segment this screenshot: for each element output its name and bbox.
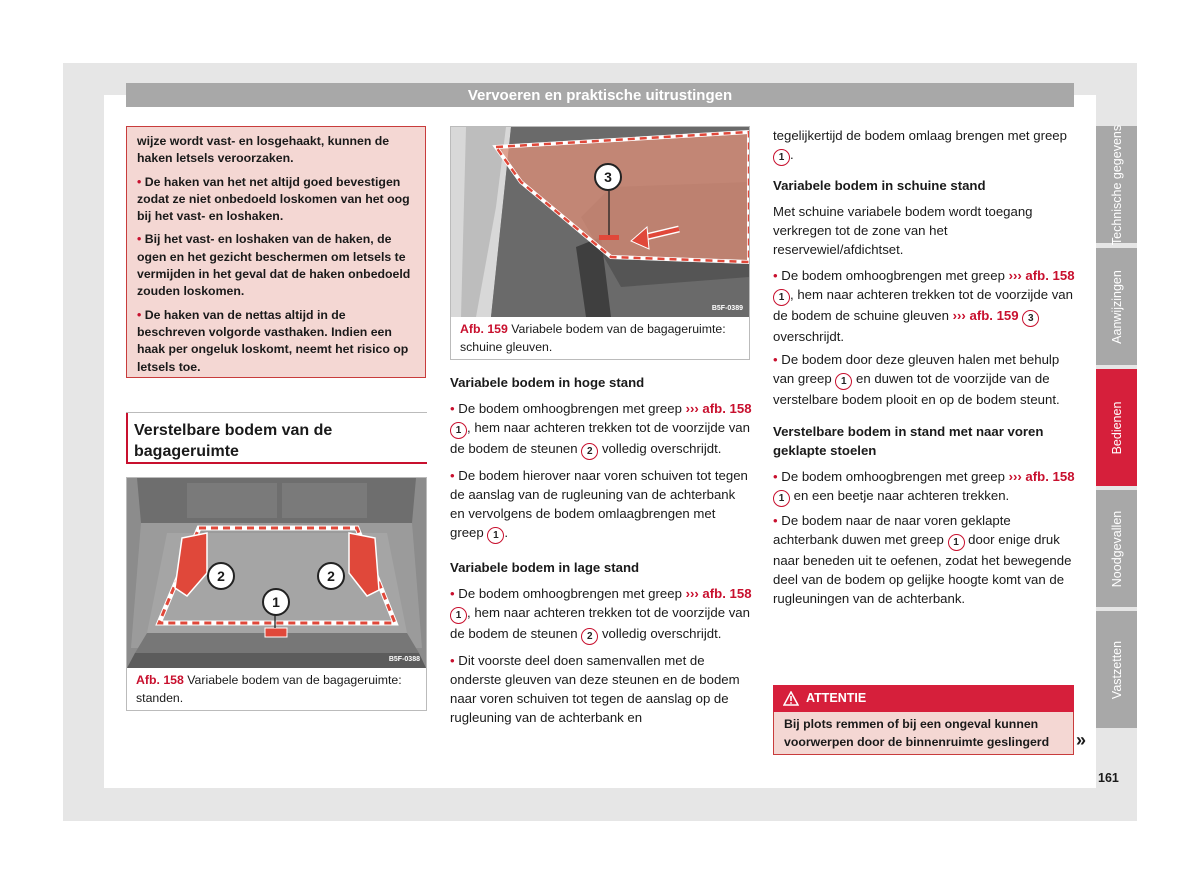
paragraph: tegelijkertijd de bodem omlaag brengen met greep 1 . (773, 126, 1075, 166)
attention-body: Bij plots remmen of bij een ongeval kunnen voorwerpen door de binnenruimte geslingerd (773, 712, 1074, 755)
attention-title: ATTENTIE (806, 691, 867, 705)
callout-1: 1 (262, 588, 290, 616)
callout-3: 3 (594, 163, 622, 191)
bullet-item: • De bodem omhoogbrengen met greep ››› afb. 158 1 , hem naar achteren trekken tot de voorzijde van de bodem de schuine gleuven ››› afb. 159 3 overschrijdt. (773, 268, 1075, 344)
tab-bedienen[interactable]: Bedienen (1096, 369, 1137, 486)
warning-bullet: • De haken van de nettas altijd in de beschreven volgorde vasthaken. Indien een haak per ongeluk loskomt, neemt het risico op letsels toe. (137, 307, 409, 374)
subheading: Variabele bodem in hoge stand (450, 375, 645, 390)
attention-header (773, 685, 1074, 712)
bullet-item: • Dit voorste deel doen samenvallen met de onderste gleuven van deze steunen en de bodem naar voren schuiven tot tegen de aanslag op de rugleuning van de achterbank en (450, 653, 740, 725)
continued-marker: » (1076, 730, 1087, 750)
warning-bullet: • Bij het vast- en loshaken van de haken, de ogen en het gezicht beschermen om letsels te vermijden in het geval dat de haken onbedoeld zouden loskomen. (137, 232, 411, 299)
warning-triangle-icon (783, 691, 799, 706)
tab-technische-gegevens[interactable]: Technische gegevens (1096, 126, 1137, 243)
warning-bullet: • De haken van het net altijd goed bevestigen zodat ze niet onbedoeld loskomen van het oog bij het vast- en loshaken. (137, 174, 410, 224)
callout-2-left: 2 (207, 562, 235, 590)
bullet-item: • De bodem omhoogbrengen met greep ››› afb. 158 1 , hem naar achteren trekken tot de voorzijde van de bodem de steunen 2 volledig overschrijdt. (450, 584, 752, 645)
figure-159 (450, 126, 750, 360)
figure-code: B5F-0388 (388, 656, 420, 663)
section-marker (126, 413, 128, 462)
section-heading: Verstelbare bodem van de bagageruimte (126, 412, 427, 464)
slanted-slots-illustration (451, 127, 749, 317)
figure-code: B5F-0389 (711, 305, 743, 312)
tab-noodgevallen[interactable]: Noodgevallen (1096, 490, 1137, 607)
column-2-text (450, 373, 752, 727)
subheading: Verstelbare bodem in stand met naar voren geklapte stoelen (773, 424, 1044, 458)
bullet-item: • De bodem naar de naar voren geklapte achterbank duwen met greep 1 door enige druk naar beneden uit te oefenen, zodat het bewegende deel van de bodem op gelijke hoogte komt van de rugleuningen van de achterbank. (773, 513, 1072, 606)
column-3-text (773, 126, 1075, 608)
subheading: Variabele bodem in lage stand (450, 560, 640, 575)
bullet-item: • De bodem hierover naar voren schuiven tot tegen de aanslag van de rugleuning van de achterbank en vervolgens de bodem omlaagbrengen met greep 1 . (450, 466, 752, 544)
tab-vastzetten[interactable]: Vastzetten (1096, 611, 1137, 728)
bullet-item: • De bodem door deze gleuven halen met behulp van greep 1 en duwen tot de voorzijde van de verstelbare bodem plooit en op de bodem steunt. (773, 352, 1060, 407)
subheading: Variabele bodem in schuine stand (773, 178, 986, 193)
bullet-item: • De bodem omhoogbrengen met greep ››› afb. 158 1 , hem naar achteren trekken tot de voorzijde van de bodem de steunen 2 volledig overschrijdt. (450, 399, 752, 460)
page-number: 161 (1098, 771, 1119, 785)
tab-aanwijzingen[interactable]: Aanwijzingen (1096, 248, 1137, 365)
paragraph: Met schuine variabele bodem wordt toegang verkregen tot de zone van het reservewiel/afdichtset. (773, 204, 1033, 257)
figure-158 (126, 477, 427, 711)
callout-2-right: 2 (317, 562, 345, 590)
chapter-header: Vervoeren en praktische uitrustingen (126, 83, 1074, 107)
warning-paragraph: wijze wordt vast- en losgehaakt, kunnen de haken letsels veroorzaken. (137, 134, 390, 166)
trunk-floor-illustration (127, 478, 426, 668)
figure-caption: Afb. 159 Variabele bodem van de bagageruimte: schuine gleuven. (460, 322, 726, 354)
bullet-item: • De bodem omhoogbrengen met greep ››› afb. 158 1 en een beetje naar achteren trekken. (773, 467, 1075, 507)
figure-caption: Afb. 158 Variabele bodem van de bagageruimte: standen. (136, 673, 402, 705)
warning-continuation-box (126, 126, 426, 378)
